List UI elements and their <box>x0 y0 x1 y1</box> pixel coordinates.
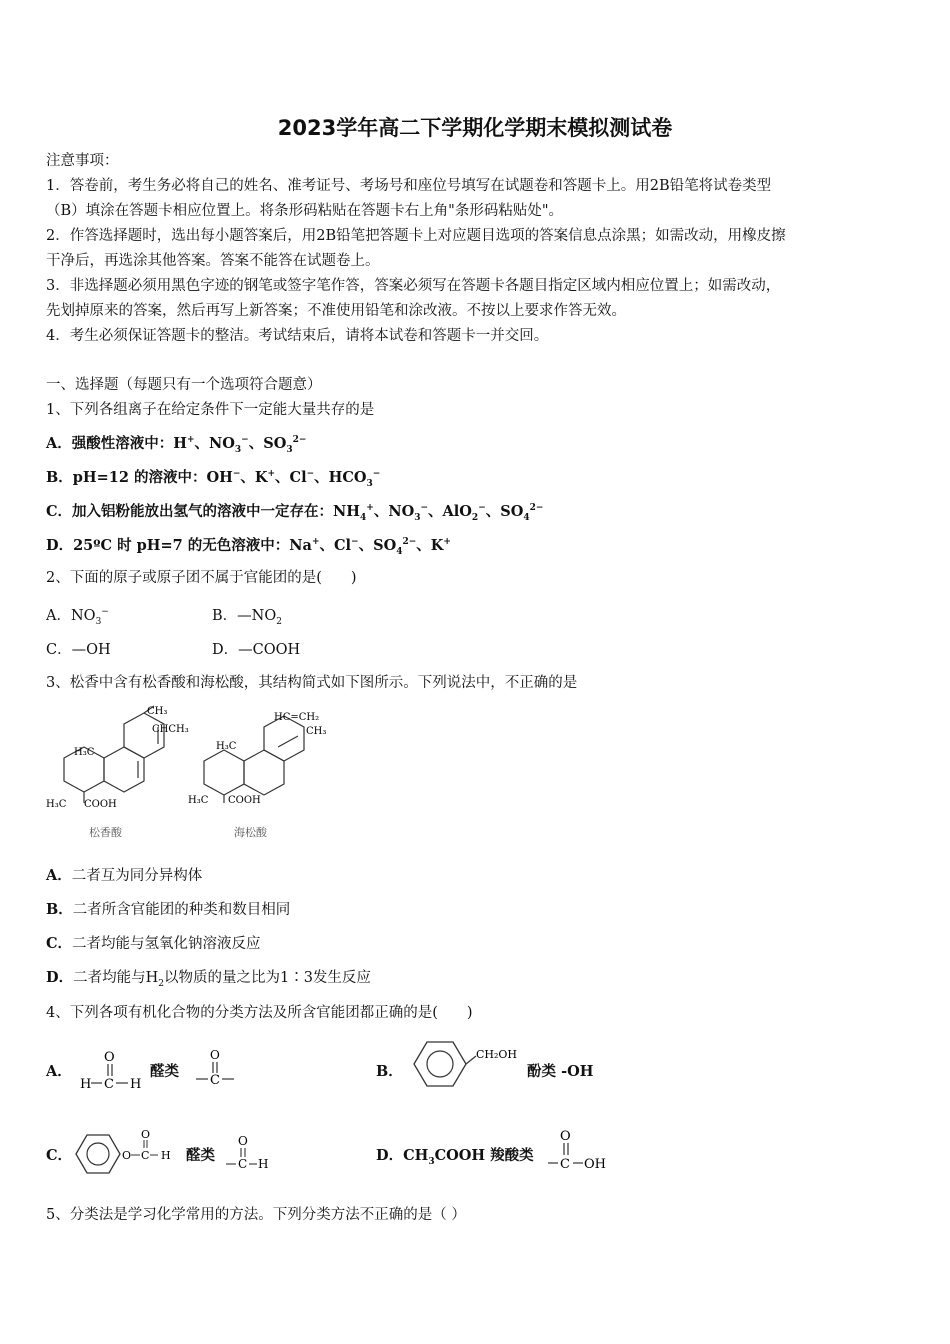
abietic-label-ch3-top: CH₃ <box>147 706 168 717</box>
abietic-label-cooh: COOH <box>84 799 117 810</box>
notice-line-3a: 3．非选择题必须用黑色字迹的钢笔或签字笔作答，答案必须写在答题卡各题目指定区域内相应位置上；如需改动， <box>46 278 781 294</box>
pimaric-label-cooh: COOH <box>228 795 261 806</box>
pimaric-label-vinyl: HC=CH₂ <box>274 712 320 723</box>
question-3-option-c: C．二者均能与氢氧化钠溶液反应 <box>46 935 261 952</box>
abietic-caption: 松香酸 <box>89 826 122 839</box>
svg-text:C: C <box>104 1077 114 1092</box>
svg-text:OH: OH <box>584 1157 606 1172</box>
question-1-option-a: A．强酸性溶液中：H+、$NO_3^-$、$SO_3^{2-}$ <box>46 435 307 455</box>
svg-text:O: O <box>141 1128 151 1141</box>
rosin-acid-structures-figure <box>44 703 344 848</box>
notice-line-3b: 先划掉原来的答案，然后再写上新答案；不准使用铅笔和涂改液。不按以上要求作答无效。 <box>46 303 626 319</box>
question-4-option-d: D．$CH_3COOH$ 羧酸类 <box>376 1147 534 1167</box>
aldehyde-group-structure <box>222 1132 272 1176</box>
notice-line-1a: 1．答卷前，考生务必将自己的姓名、准考证号、考场号和座位号填写在试题卷和答题卡上。用2B铅笔将试卷类型 <box>46 178 772 194</box>
abietic-label-h3c: H₃C <box>74 747 95 758</box>
carboxyl-group-structure <box>546 1126 616 1174</box>
question-3-option-b: B．二者所含官能团的种类和数目相同 <box>46 901 291 918</box>
pimaric-label-ch3: CH₃ <box>306 726 327 737</box>
svg-text:O: O <box>210 1048 220 1062</box>
question-3-option-a: A．二者互为同分异构体 <box>46 867 203 884</box>
svg-text:CH₂OH: CH₂OH <box>476 1048 518 1061</box>
svg-text:O: O <box>238 1134 248 1148</box>
question-4-option-b-class: 酚类 -OH <box>527 1063 594 1080</box>
formaldehyde-structure <box>78 1046 148 1096</box>
question-2-option-c: C．—OH <box>46 642 111 658</box>
phenyl-formate-structure <box>72 1126 184 1178</box>
question-4-option-a-class: 醛类 <box>150 1063 179 1080</box>
carbonyl-group-structure <box>192 1046 247 1090</box>
notice-line-4: 4．考生必须保证答题卡的整洁。考试结束后，请将本试卷和答题卡一并交回。 <box>46 328 549 344</box>
question-3-option-d: D．二者均能与$H_2$以物质的量之比为1∶3发生反应 <box>46 969 371 989</box>
page-title: 2023学年高二下学期化学期末模拟测试卷 <box>277 116 673 140</box>
question-2-stem: 2、下面的原子或原子团不属于官能团的是( ) <box>46 570 357 586</box>
svg-text:O: O <box>122 1149 132 1162</box>
benzyl-alcohol-structure <box>404 1038 524 1090</box>
svg-text:H: H <box>258 1157 269 1171</box>
pimaric-label-h3c: H₃C <box>216 741 237 752</box>
question-4-option-a-label: A． <box>46 1063 72 1080</box>
question-4-option-c-label: C． <box>46 1147 73 1164</box>
pimaric-label-h3c-bottom: H₃C <box>188 795 209 806</box>
question-2-option-a: A．$NO_3^-$ <box>46 607 109 627</box>
question-4-option-c-class: 醛类 <box>186 1147 215 1164</box>
question-2-option-d: D．—COOH <box>212 642 301 658</box>
svg-text:H: H <box>80 1077 92 1092</box>
svg-text:C: C <box>560 1157 570 1172</box>
question-1-option-c: C．加入铝粉能放出氢气的溶液中一定存在：$NH_4^+$、$NO_3^-$、AlO$_2$−、$SO_4^{2-}$ <box>46 503 544 523</box>
question-2-option-b: B．$—NO_2$ <box>212 608 282 627</box>
question-3-stem: 3、松香中含有松香酸和海松酸，其结构简式如下图所示。下列说法中，不正确的是 <box>46 675 578 691</box>
svg-text:H: H <box>130 1077 142 1092</box>
svg-text:H: H <box>161 1149 171 1162</box>
notice-line-1b: （B）填涂在答题卡相应位置上。将条形码粘贴在答题卡右上角"条形码粘贴处"。 <box>46 203 563 219</box>
question-4-option-b-label: B． <box>376 1063 403 1080</box>
notice-heading: 注意事项： <box>46 153 119 169</box>
question-1-option-b: B．pH=12 的溶液中：OH−、K+、Cl−、$HCO_3^-$ <box>46 469 381 489</box>
svg-text:C: C <box>238 1157 248 1171</box>
section-heading: 一、选择题（每题只有一个选项符合题意） <box>46 377 322 393</box>
svg-text:O: O <box>104 1050 115 1065</box>
pimaric-acid-structure <box>204 716 304 803</box>
abietic-label-chch3: CHCH₃ <box>152 724 189 735</box>
question-4-stem: 4、下列各项有机化合物的分类方法及所含官能团都正确的是( ) <box>46 1005 473 1021</box>
question-1-option-d: D．25ºC 时 pH=7 的无色溶液中：Na+、Cl−、$SO_4^{2-}$、K+ <box>46 537 451 557</box>
notice-line-2a: 2．作答选择题时，选出每小题答案后，用2B铅笔把答题卡上对应题目选项的答案信息点涂黑；如需改动，用橡皮擦 <box>46 228 786 244</box>
svg-text:O: O <box>560 1129 571 1144</box>
question-1-stem: 1、下列各组离子在给定条件下一定能大量共存的是 <box>46 402 375 418</box>
notice-line-2b: 干净后，再选涂其他答案。答案不能答在试题卷上。 <box>46 253 380 269</box>
svg-text:C: C <box>210 1073 220 1088</box>
pimaric-caption: 海松酸 <box>234 826 267 839</box>
abietic-label-h3c-bottom: H₃C <box>46 799 67 810</box>
question-5-stem: 5、分类法是学习化学常用的方法。下列分类方法不正确的是（ ） <box>46 1207 466 1223</box>
svg-text:C: C <box>141 1149 150 1162</box>
